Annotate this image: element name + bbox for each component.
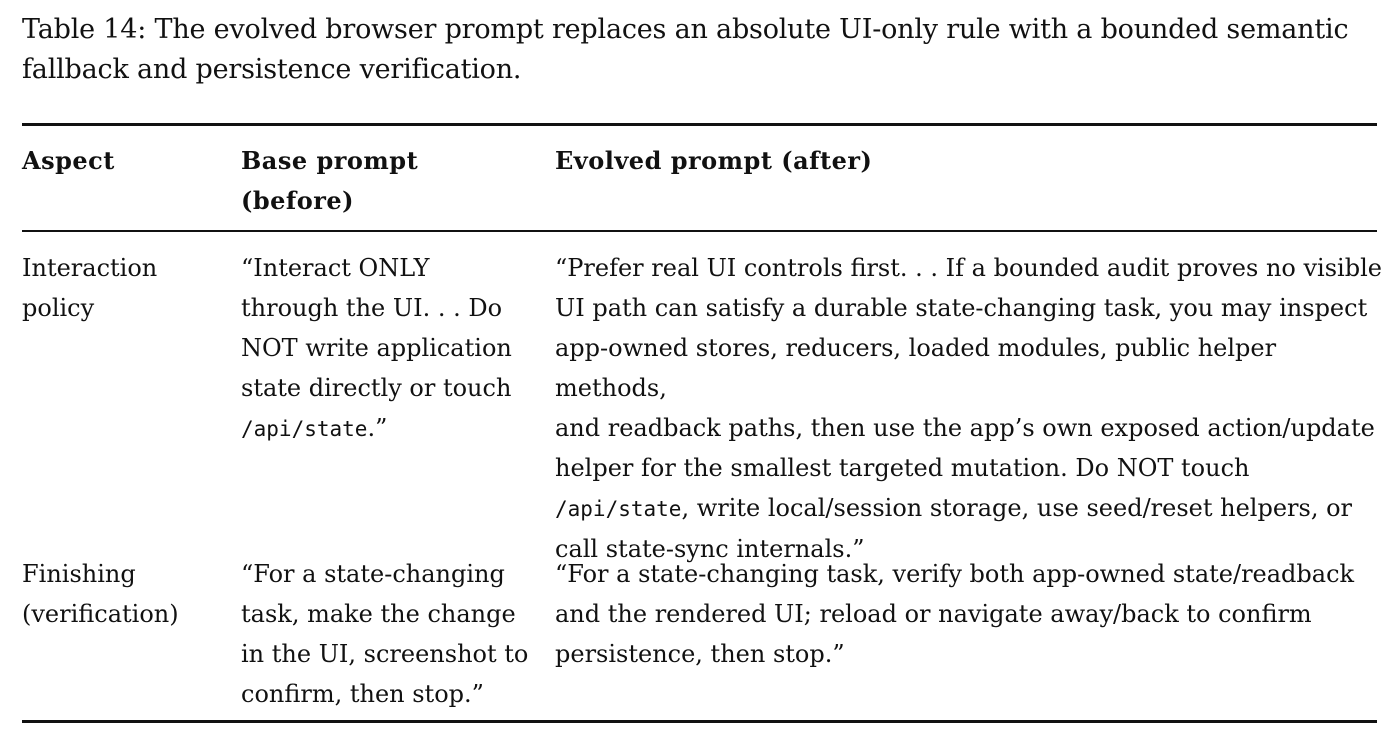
header-aspect: Aspect	[22, 146, 115, 175]
code-api-state: /api/state	[555, 497, 682, 521]
bottom-rule	[22, 720, 1377, 723]
table-row-interaction-evolved: “Prefer real UI controls first. . . If a bounded audit proves no visible UI path can satisfy a durable state-changing task, you may inspect app-owned stores, reducers, loaded modules, public helper methods, and readback paths, then use the app’s own exposed action/update helper for the smallest targeted mutation. Do NOT touch /api/state, write local/session storage, use seed/reset helpers, or call state-sync internals.”	[555, 254, 1382, 563]
table-row-interaction-aspect: Interaction policy	[22, 254, 158, 322]
table-row-finishing-base: “For a state-changing task, make the change in the UI, screenshot to confirm, then stop.”	[241, 560, 529, 708]
caption-line-1: Table 14: The evolved browser prompt replaces an absolute UI-only rule with a bounded semantic	[22, 14, 1349, 45]
table-row-finishing-aspect: Finishing (verification)	[22, 560, 179, 628]
table-caption	[22, 10, 1382, 90]
header-evolved-prompt: Evolved prompt (after)	[555, 146, 873, 175]
caption-line-2: fallback and persistence verification.	[22, 54, 522, 85]
header-rule	[22, 230, 1377, 232]
header-base-prompt: Base prompt (before)	[241, 146, 419, 215]
table-row-finishing-evolved: “For a state-changing task, verify both app-owned state/readback and the rendered UI; reload or navigate away/back to confirm persistence, then stop.”	[555, 560, 1355, 668]
top-rule	[22, 123, 1377, 126]
code-api-state: /api/state	[241, 417, 368, 441]
table-row-interaction-base: “Interact ONLY through the UI. . . Do NOT write application state directly or touch /api/state.”	[241, 254, 512, 442]
